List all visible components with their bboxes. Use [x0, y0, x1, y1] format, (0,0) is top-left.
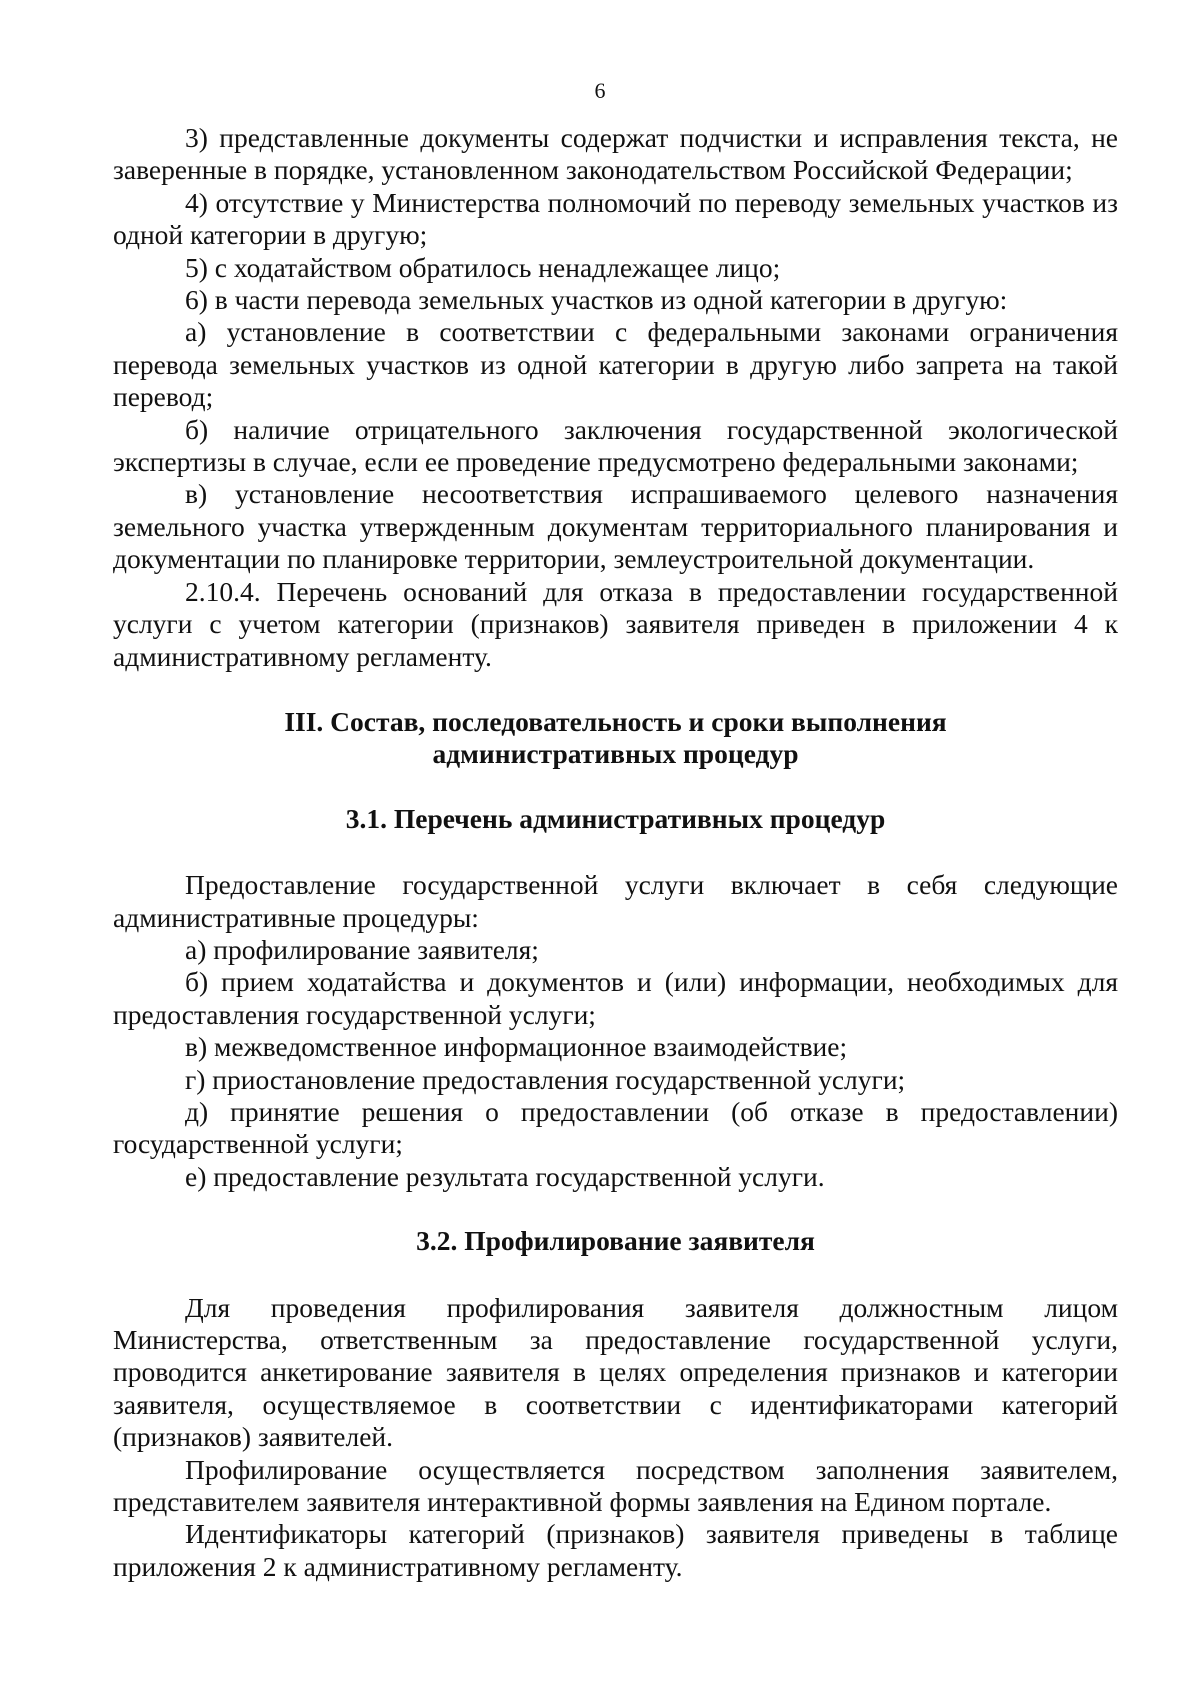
spacer — [113, 1258, 1118, 1292]
spacer — [113, 835, 1118, 869]
list-item: г) приостановление предоставления государственной услуги; — [185, 1063, 906, 1095]
list-item: в) межведомственное информационное взаимодействие; — [185, 1031, 848, 1063]
paragraph-item: Профилирование осуществляется посредством заполнения заявителем, представителем заявителя интерактивной формы заявления на Едином портале. — [113, 1453, 1118, 1518]
paragraph-item: 2.10.4. Перечень оснований для отказа в предоставлении государственной услуги с учетом категории (признаков) заявителя приведен в приложении 4 к административному регламенту. — [113, 575, 1118, 672]
paragraph-item: 3) представленные документы содержат подчистки и исправления текста, не заверенные в порядке, установленном законодательством Российской Федерации; — [113, 122, 1118, 186]
list-item: е) предоставление результата государственной услуги. — [185, 1160, 825, 1192]
document-body — [113, 122, 1118, 1583]
spacer — [113, 771, 1118, 803]
paragraph-item: 6) в части перевода земельных участков из одной категории в другую: — [185, 284, 1008, 316]
section-3-heading-line-2: административных процедур — [432, 738, 799, 770]
paragraph-item: 4) отсутствие у Министерства полномочий по переводу земельных участков из одной категории в другую; — [113, 186, 1118, 251]
page-number: 6 — [594, 78, 606, 103]
paragraph-item: в) установление несоответствия испрашиваемого целевого назначения земельного участка утвержденным документам территориального планирования и документации по планировке территории, землеустроительной документации. — [113, 478, 1118, 575]
paragraph-item: Идентификаторы категорий (признаков) заявителя приведены в таблице приложения 2 к административному регламенту. — [113, 1518, 1118, 1582]
paragraph-item: Для проведения профилирования заявителя должностным лицом Министерства, ответственным за предоставление государственной услуги, проводится анкетирование заявителя в целях определения признаков и категории заявителя, осуществляемое в соответствии с идентификаторами категорий (признаков) заявителей. — [113, 1291, 1118, 1453]
paragraph-item: а) установление в соответствии с федеральными законами ограничения перевода земельных участков из одной категории в другую либо запрета на такой перевод; — [113, 316, 1118, 413]
list-item: д) принятие решения о предоставлении (об отказе в предоставлении) государственной услуги; — [113, 1095, 1118, 1160]
paragraph-item: 5) с ходатайством обратилось ненадлежащее лицо; — [185, 251, 781, 283]
spacer — [113, 1193, 1118, 1225]
section-3-2-heading: 3.2. Профилирование заявителя — [416, 1225, 815, 1257]
paragraph-item: б) наличие отрицательного заключения государственной экологической экспертизы в случае, если ее проведение предусмотрено федеральными законами; — [113, 413, 1118, 478]
list-item: а) профилирование заявителя; — [185, 933, 539, 965]
section-3-heading-line-1: III. Состав, последовательность и сроки выполнения — [284, 705, 947, 737]
section-3-1-heading: 3.1. Перечень административных процедур — [345, 802, 886, 834]
paragraph-item: Предоставление государственной услуги включает в себя следующие административные процедуры: — [113, 869, 1118, 933]
list-item: б) прием ходатайства и документов и (или) информации, необходимых для предоставления государственной услуги; — [113, 966, 1118, 1030]
spacer — [113, 673, 1118, 706]
